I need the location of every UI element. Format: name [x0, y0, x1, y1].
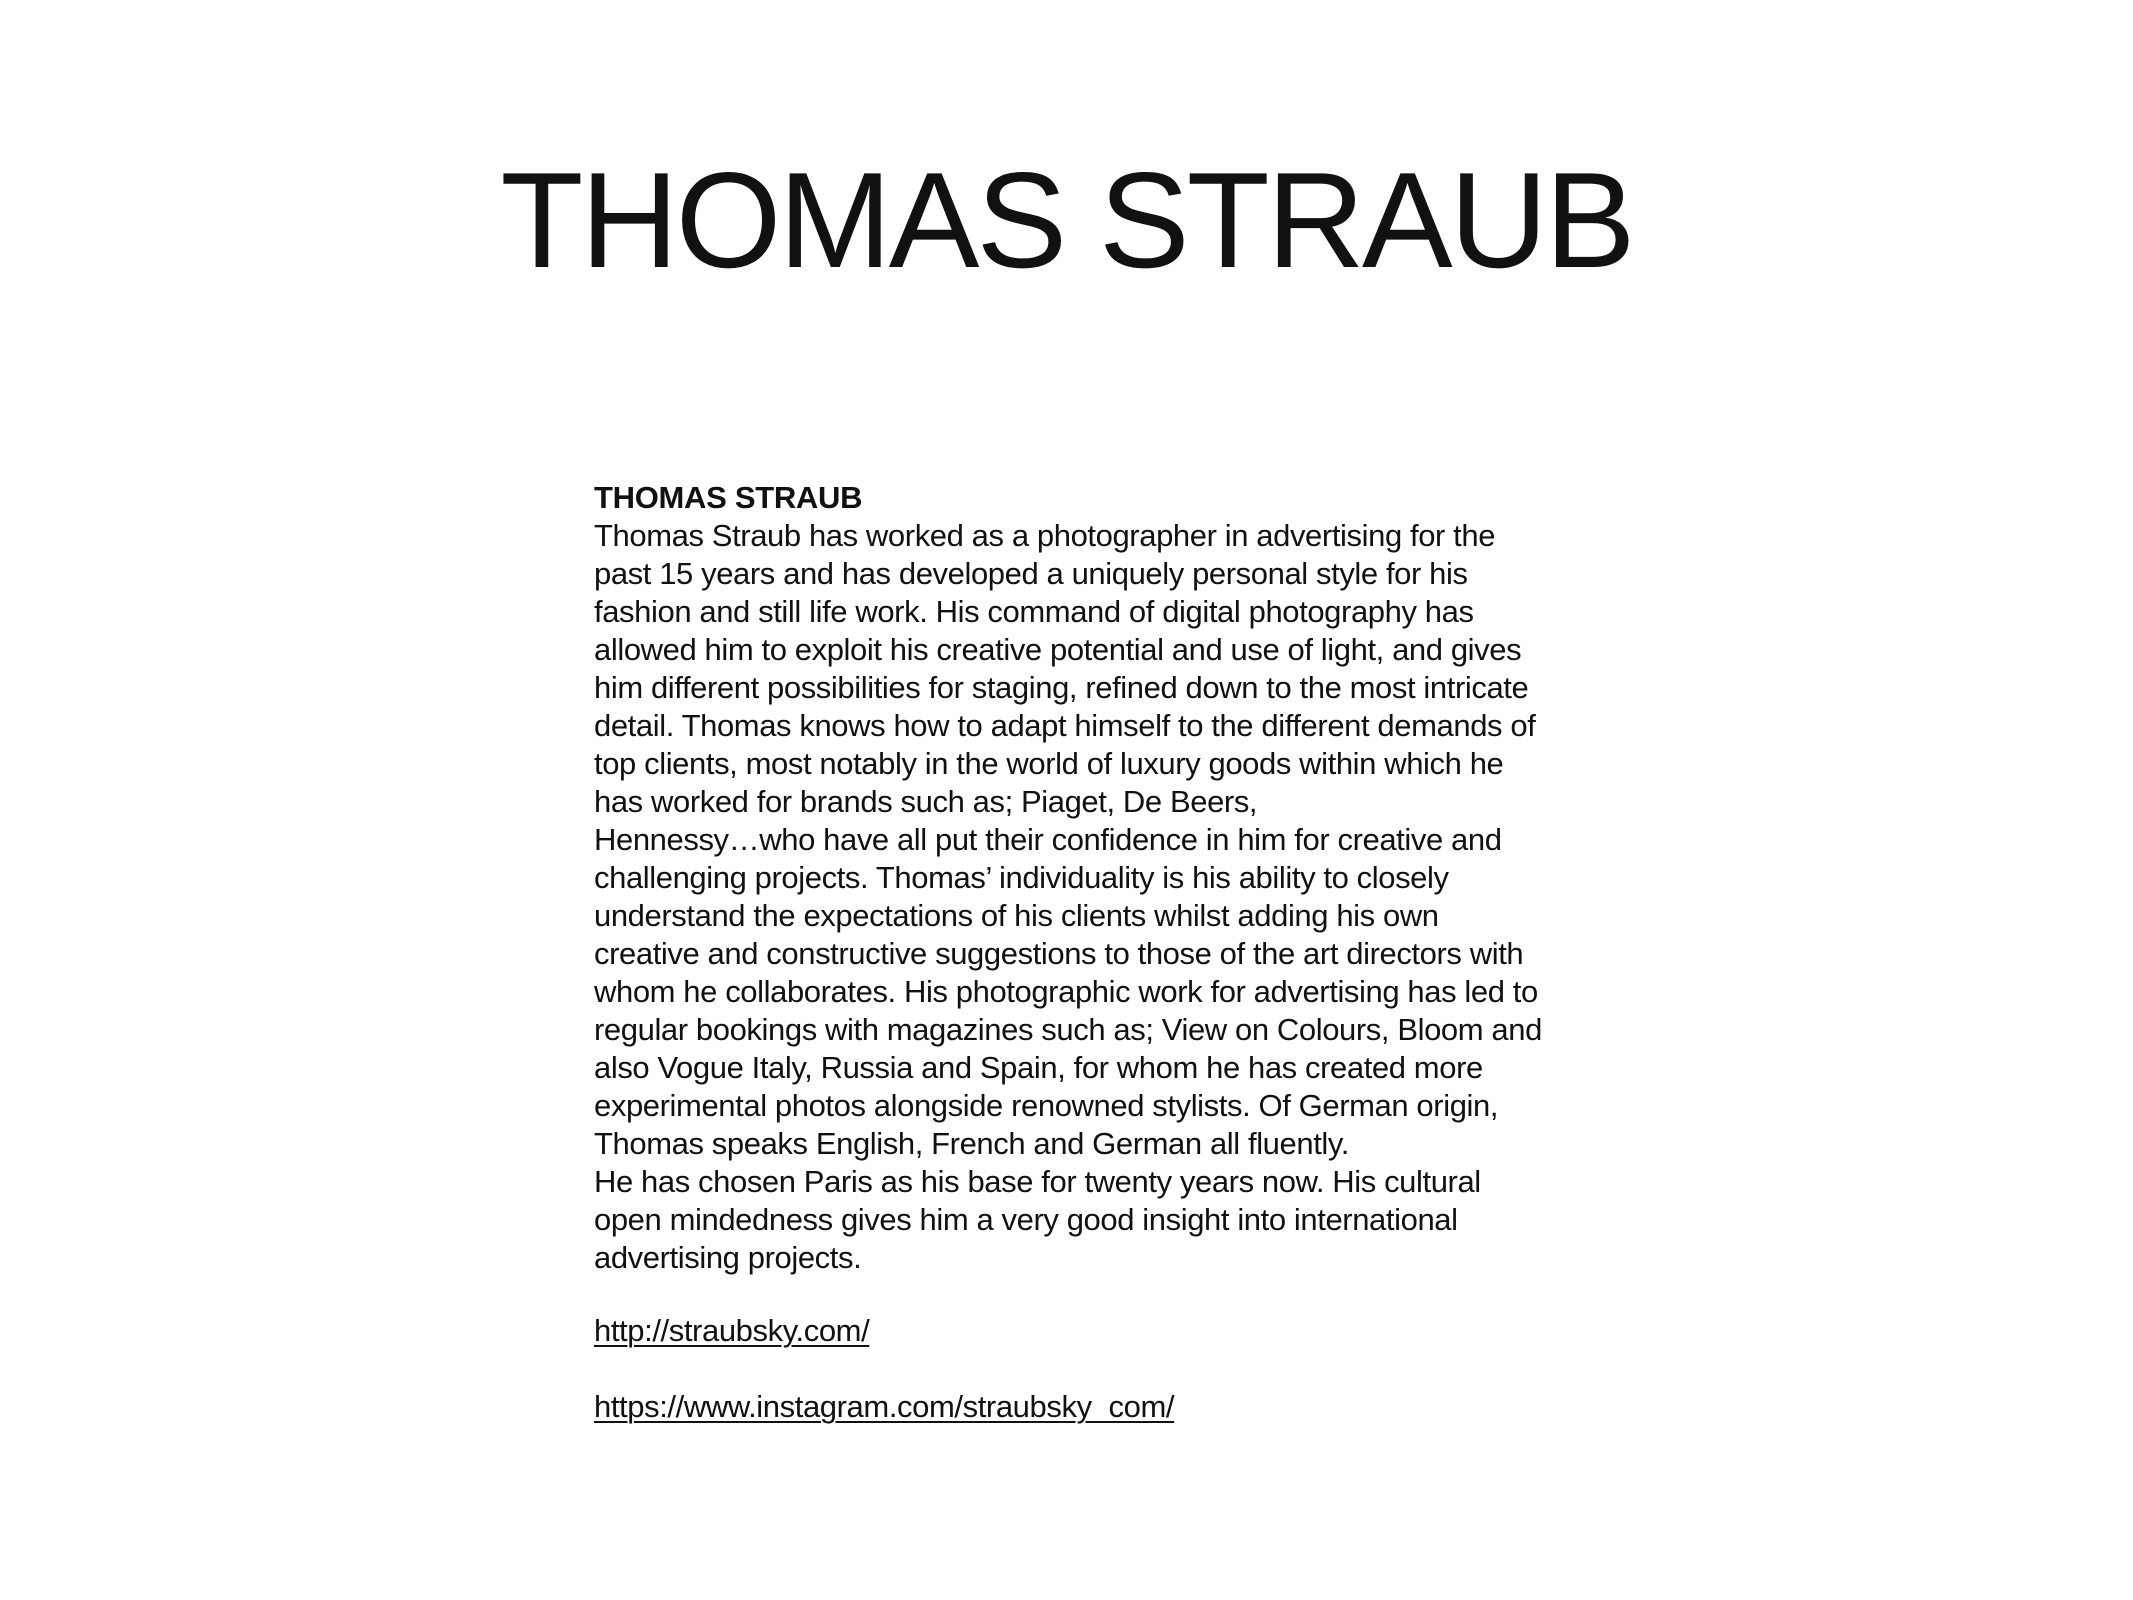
bio-line: regular bookings with magazines such as; View on Colours, Bloom and: [594, 1012, 1542, 1047]
bio-line: detail. Thomas knows how to adapt himself to the different demands of: [594, 708, 1536, 743]
links-section: [594, 1312, 1174, 1426]
bio-line: top clients, most notably in the world of luxury goods within which he: [594, 746, 1504, 781]
website-link[interactable]: http://straubsky.com/: [594, 1313, 870, 1348]
bio-line: creative and constructive suggestions to those of the art directors with: [594, 936, 1524, 971]
bio-text: [594, 517, 1594, 1277]
bio-line: Thomas Straub has worked as a photographer in advertising for the: [594, 518, 1496, 553]
bio-line: has worked for brands such as; Piaget, De Beers,: [594, 784, 1258, 819]
bio-section: [594, 479, 1594, 1277]
bio-heading: THOMAS STRAUB: [594, 480, 863, 515]
bio-line: understand the expectations of his clients whilst adding his own: [594, 898, 1439, 933]
page-title: THOMAS STRAUB: [500, 144, 1633, 296]
bio-line: advertising projects.: [594, 1240, 862, 1275]
bio-line: also Vogue Italy, Russia and Spain, for whom he has created more: [594, 1050, 1483, 1085]
instagram-link[interactable]: https://www.instagram.com/straubsky_com/: [594, 1389, 1175, 1424]
bio-line: fashion and still life work. His command of digital photography has: [594, 594, 1474, 629]
bio-line: past 15 years and has developed a uniquely personal style for his: [594, 556, 1468, 591]
bio-line: challenging projects. Thomas’ individuality is his ability to closely: [594, 860, 1449, 895]
bio-line: experimental photos alongside renowned stylists. Of German origin,: [594, 1088, 1499, 1123]
bio-line: He has chosen Paris as his base for twenty years now. His cultural: [594, 1164, 1481, 1199]
bio-line: him different possibilities for staging, refined down to the most intricate: [594, 670, 1529, 705]
bio-line: Hennessy…who have all put their confidence in him for creative and: [594, 822, 1502, 857]
bio-line: allowed him to exploit his creative potential and use of light, and gives: [594, 632, 1522, 667]
bio-line: open mindedness gives him a very good insight into international: [594, 1202, 1458, 1237]
bio-line: whom he collaborates. His photographic work for advertising has led to: [594, 974, 1538, 1009]
bio-line: Thomas speaks English, French and German all fluently.: [594, 1126, 1349, 1161]
